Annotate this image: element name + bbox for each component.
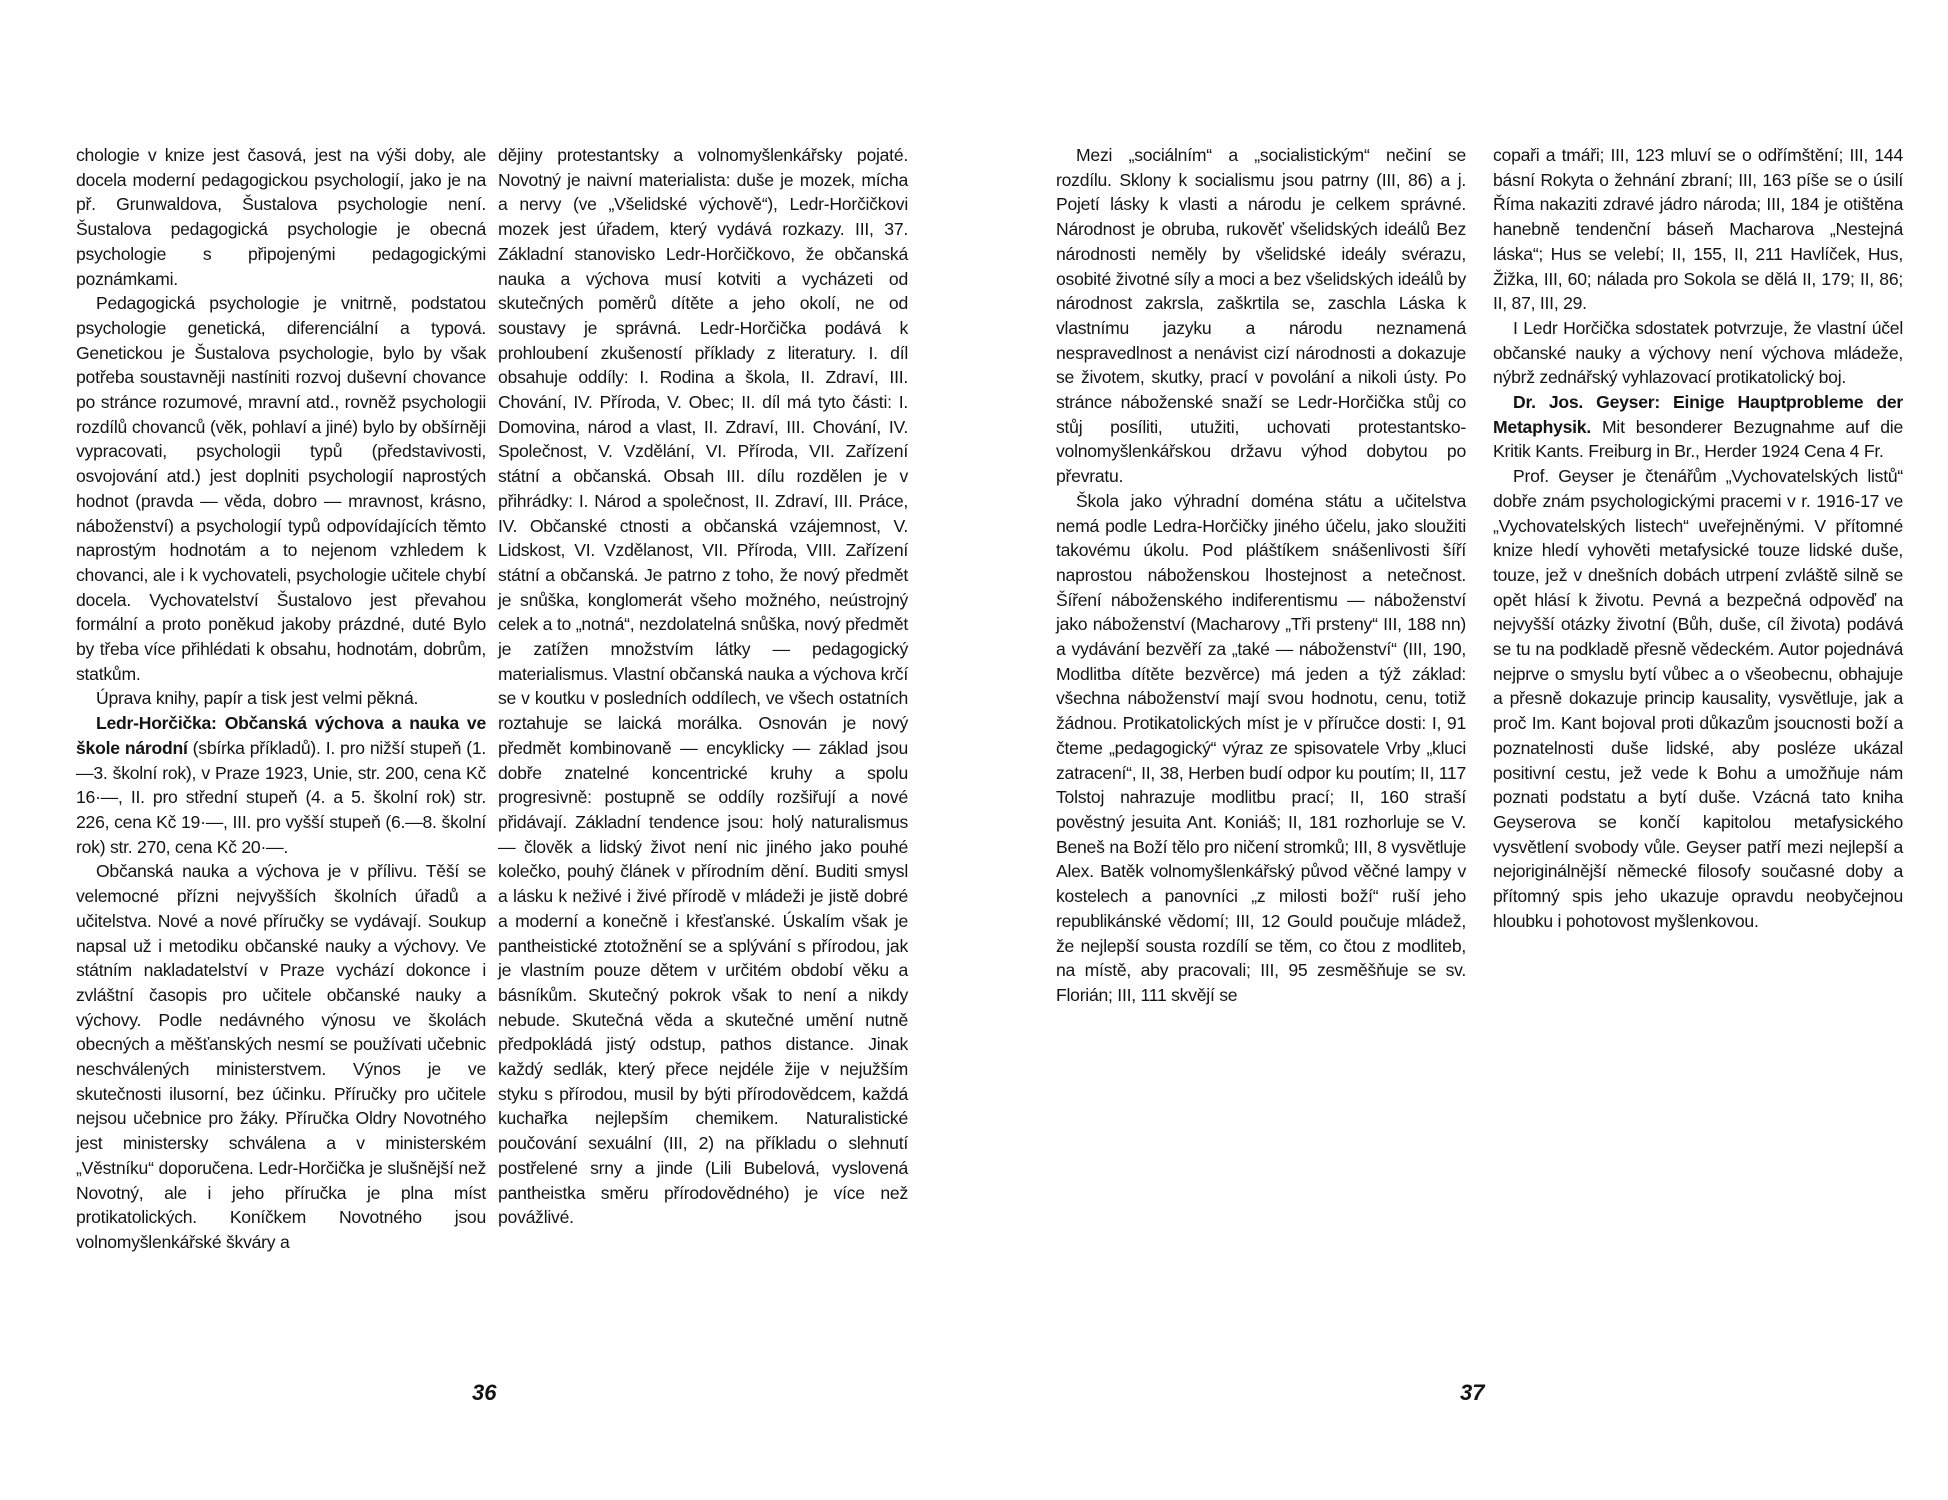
- left-page-column-1: [76, 143, 486, 1255]
- paragraph: Úprava knihy, papír a tisk jest velmi pěkná.: [96, 688, 419, 709]
- page-number: 37: [1460, 1380, 1485, 1405]
- review-heading: Ledr-Horčička: Občanská výchova a nauka ve škole národní: [76, 713, 486, 758]
- right-page-column-2: [1493, 143, 1903, 934]
- review-bibliographic-details: (sbírka příkladů). I. pro nižší stupeň (1.—3. školní rok), v Praze 1923, Unie, str. 200, cena Kč 16·—, II. pro střední stupeň (4. a 5. školní rok) str. 226, cena Kč 19·—, III. pro vyšší stupeň (6.—8. školní rok) str. 270, cena Kč 20·—.: [76, 737, 487, 857]
- paragraph: Mezi „sociálním“ a „socialistickým“ nečiní se rozdílu. Sklony k socialismu jsou patrny (III, 86) a j. Pojetí lásky k vlasti a národu je celkem správné. Národnost je obruba, rukověť všelidských ideálů Bez národnosti neměly by všelidské ideály svérazu, osobité životné síly a moci a bez všelidských ideálů by národnost zakrsla, zaškrtila se, zaschla Láska k vlastnímu jazyku a národu neznamená nespravedlnost a nenávist cizí národnosti a dokazuje se životem, skutky, prací v povolání a nikoli ústy. Po stránce náboženské snaží se Ledr-Horčička stůj co stůj posíliti, utužiti, uchovati protestantsko-volnomyšlenkářskou državu výhod dobytou po převratu.: [1056, 145, 1466, 487]
- paragraph: Občanská nauka a výchova je v přílivu. Těší se velemocné přízni nejvyšších školních úřadů a učitelstva. Nové a nové příručky se vydávají. Soukup napsal už i metodiku občanské nauky a výchovy. Ve státním nakladatelství v Praze vychází dokonce i zvláštní časopis pro učitele občanské nauky a výchovy. Podle nedávného výnosu ve školách obecných a měšťanských nesmí se používati učebnic neschválených ministerstvem. Výnos je ve skutečnosti ilusorní, bez účinku. Příručky pro učitele nejsou učebnice pro žáky. Příručka Oldry Novotného jest ministersky schválena a v ministerském „Věstníku“ doporučena. Ledr-Horčička je slušnější než Novotný, ale i jeho příručka je plna míst protikatolických. Koníčkem Novotného jsou volnomyšlenkářské škváry a: [76, 861, 486, 1252]
- page-number: 36: [472, 1380, 497, 1405]
- right-page: [974, 0, 1948, 1500]
- review-bibliographic-details: Mit besonderer Bezugnahme auf die Kritik Kants. Freiburg in Br., Herder 1924 Cena 4 Fr.: [1493, 416, 1903, 462]
- review-heading: Dr. Jos. Geyser: Einige Hauptprobleme der Metaphysik.: [1493, 392, 1903, 437]
- paragraph: Prof. Geyser je čtenářům „Vychovatelských listů“ dobře znám psychologickými pracemi v r. 1916-17 ve „Vychovatelských listech“ uveřejněnými. V přítomné knize hledí vyhověti metafysické touze lidské duše, touze, jež v dnešních dobách utrpení zvláště silně se opět hlásí k životu. Pevná a bezpečná odpověď na nejvyšší otázky životní (Bůh, duše, cíl života) podává se tu na podkladě přesně vědeckém. Autor pojednává nejprve o smyslu bytí vůbec a o všeobecnu, obhajuje a přesně dokazuje princip kausality, vysvětluje, jak a proč Im. Kant bojoval proti důkazům jsoucnosti boží a poznatelnosti duše lidské, aby posléze ukázal positivní cestu, jež vede k Bohu a umožňuje nám poznati podstatu a bytí duše. Vzácná tato kniha Geyserova se končí kapitolou metafysického vysvětlení svobody vůle. Geyser patří mezi nejlepší a nejoriginálnější německé filosofy současné doby a přítomný spis jeho ukazuje opravdu neobyčejnou hloubku i pohotovost myšlenkovou.: [1493, 466, 1903, 931]
- right-page-column-1: [1056, 143, 1466, 1008]
- paragraph: chologie v knize jest časová, jest na výši doby, ale docela moderní pedagogickou psychologií, jako je na př. Grunwaldova, Šustalova psychologie není. Šustalova pedagogická psychologie je obecná psychologie s připojenými pedagogickými poznámkami.: [76, 145, 486, 289]
- paragraph: copaři a tmáři; III, 123 mluví se o odřímštění; III, 144 básní Rokyta o žehnání zbraní; III, 163 píše se o úsilí Říma nakaziti zdravé jádro národa; III, 184 je otištěna hanebně tendenční báseň Macharova „Nestejná láska“; Hus se velebí; II, 155, II, 211 Havlíček, Hus, Žižka, III, 60; nálada pro Sokola se dělá II, 179; II, 86; II, 87, III, 29.: [1493, 145, 1903, 314]
- paragraph: I Ledr Horčička sdostatek potvrzuje, že vlastní účel občanské nauky a výchovy není výchova mládeže, nýbrž zednářský vyhlazovací protikatolický boj.: [1493, 317, 1903, 388]
- paragraph: Škola jako výhradní doména státu a učitelstva nemá podle Ledra-Horčičky jiného účelu, jako sloužiti takovému úkolu. Pod pláštíkem snášenlivosti šíří naprostou náboženskou lhostejnost a netečnost. Šíření náboženského indiferentismu — náboženství jako náboženství (Macharovy „Tři prsteny“ III, 188 nn) a vydávání bezvěří za „také — náboženství“ (III, 190, Modlitba dítěte bezvěrce) má jeden a týž základ: všechna náboženství mají svou hodnotu, cenu, totiž žádnou. Protikatolických míst je v příručce dosti: I, 91 čteme „pedagogický“ výraz ze spisovatele Vrby „kluci zatracení“, II, 38, Herben budí odpor ku poutím; II, 117 Tolstoj nahrazuje modlitbu prací; II, 160 straší pověstný jesuita Ant. Koniáš; II, 181 rozhorluje se V. Beneš na Boží tělo pro ničení stromků; III, 8 vysvětluje Alex. Batěk volnomyšlenkářský původ věčné lampy v kostelech a panovníci „z milosti boží“ ruší jeho republikánské vědomí; III, 12 Gould poučuje mládež, že nejlepší sousta rozdílí se těm, co čtou z modliteb, na místě, aby pracovali; III, 95 zesměšňuje se sv. Florián; III, 111 skvějí se: [1056, 490, 1466, 1005]
- paragraph: Pedagogická psychologie je vnitrně, podstatou psychologie genetická, diferenciální a typová. Genetickou je Šustalova psychologie, bylo by však potřeba soustavněji nastíniti rozvoj duševní chovance po stránce rozumové, mravní atd., rovněž psychologii rozdílů chovanců (věk, pohlaví a jiné) bylo by obšírněji vypracovati, psychologii typů (představivosti, osvojování atd.) jest doplniti psychologií naprostých hodnot (pravda — věda, dobro — mravnost, krásno, náboženství) a psychologií typů odpovídajících těmto naprostým hodnotám a to nejenom vzhledem k chovanci, ale i k vychovateli, psychologie učitele chybí docela. Vychovatelství Šustalovo jest převahou formální a proto poněkud jakoby prázdné, duté Bylo by třeba více přihlédati k obsahu, hodnotám, dobrům, statkům.: [76, 293, 486, 684]
- review-entry-paragraph: [1493, 390, 1903, 464]
- left-page-column-2: [498, 143, 908, 1230]
- paragraph: dějiny protestantsky a volnomyšlenkářsky pojaté. Novotný je naivní materialista: duše je mozek, mícha a nervy (ve „Všelidské výchově“), Ledr-Horčičkovi mozek jest úřadem, který vydává rozkazy. III, 37. Základní stanovisko Ledr-Horčičkovo, že občanská nauka a výchova musí kotviti a vycházeti od skutečných poměrů dítěte a jeho okolí, ne od soustavy je správná. Ledr-Horčička podává k prohloubení zkušeností příklady z literatury. I. díl obsahuje oddíly: I. Rodina a škola, II. Zdraví, III. Chování, IV. Příroda, V. Obec; II. díl má tyto části: I. Domovina, národ a vlast, II. Zdraví, III. Chování, IV. Společnost, V. Vzdělání, VI. Příroda, VII. Zařízení státní a občanská. Obsah III. dílu rozdělen je v přihrádky: I. Národ a společnost, II. Zdraví, III. Práce, IV. Občanské ctnosti a občanská vzájemnost, V. Lidskost, VI. Vzdělanost, VII. Příroda, VIII. Zařízení státní a občanská. Je patrno z toho, že nový předmět je snůška, konglomerát všeho možného, neústrojný celek a to „notná“, nezdolatelná snůška, nový předmět je zatížen množstvím látky — pedagogický materialismus. Vlastní občanská nauka a výchova krčí se v koutku v posledních oddílech, ve všech ostatních roztahuje se laická morálka. Osnován je nový předmět kombinovaně — encyklicky — základ jsou dobře znatelné koncentrické kruhy a spolu progresivně: postupně se oddíly rozšiřují a nové přidávají. Základní tendence jsou: holý naturalismus — člověk a lidský život není nic jiného jako pouhé kolečko, pouhý článek v přírodním dění. Buditi smysl a lásku k neživé i živé přírodě v mládeži je jistě dobré a moderní a konečně i křesťanské. Úskalím však je pantheistické ztotožnění se a splývání s přírodou, jak je vlastním pouze dětem v určitém období věku a básníkům. Skutečný pokrok však to není a nikdy nebude. Skutečná věda a skutečné umění nutně předpokládá jistý odstup, pathos distance. Jinak každý sedlák, který přece nejdéle žije v nejužším styku s přírodou, musil by býti přírodovědcem, každá kuchařka nejlepším chemikem. Naturalistické poučování sexuální (III, 2) na příkladu o slehnutí postřelené srny a jinde (Lili Bubelová, vyslovená pantheistka směru přírodovědného) je více než povážlivé.: [498, 145, 908, 1228]
- review-entry-paragraph: [76, 711, 486, 859]
